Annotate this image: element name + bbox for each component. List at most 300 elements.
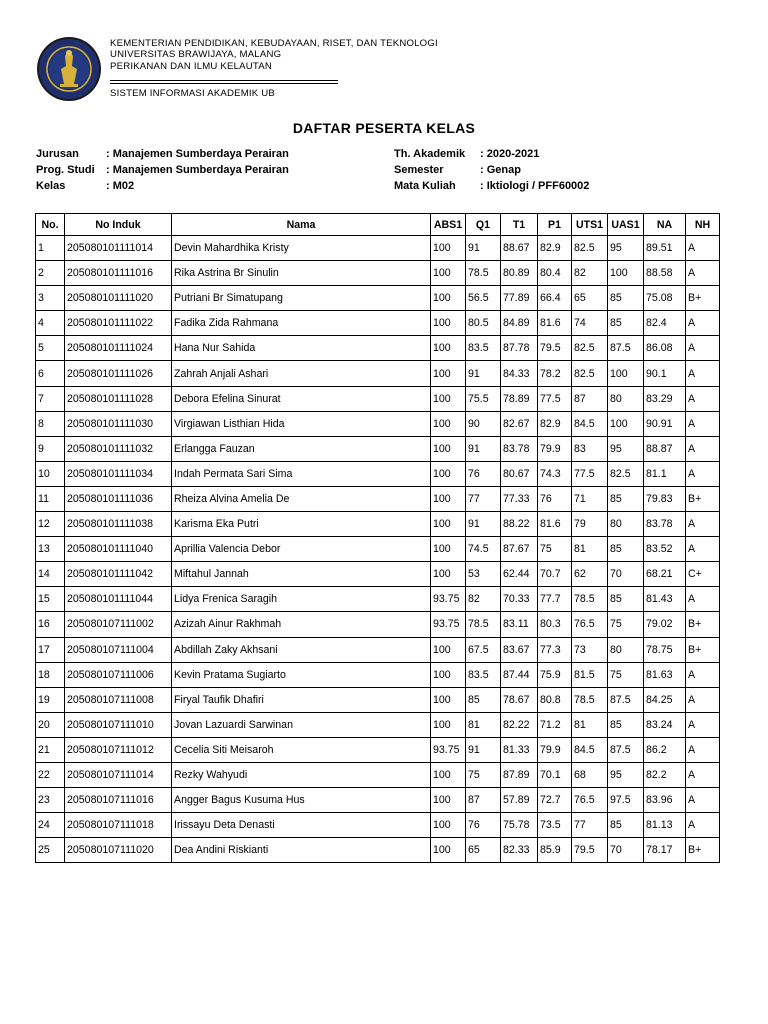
cell-nama: Miftahul Jannah	[172, 562, 431, 587]
cell-no-induk: 205080101111016	[65, 261, 172, 286]
cell-q1: 78.5	[466, 612, 501, 637]
info-label: Kelas	[36, 180, 66, 192]
cell-na: 86.08	[644, 336, 686, 361]
cell-uas1: 85	[608, 712, 644, 737]
cell-q1: 91	[466, 737, 501, 762]
cell-uts1: 84.5	[572, 737, 608, 762]
cell-no: 19	[36, 687, 65, 712]
cell-p1: 79.5	[538, 336, 572, 361]
cell-q1: 78.5	[466, 261, 501, 286]
cell-abs1: 100	[431, 336, 466, 361]
cell-uts1: 65	[572, 286, 608, 311]
cell-na: 75.08	[644, 286, 686, 311]
cell-no: 17	[36, 637, 65, 662]
cell-nh: A	[686, 788, 720, 813]
cell-nama: Erlangga Fauzan	[172, 436, 431, 461]
cell-p1: 75	[538, 537, 572, 562]
cell-abs1: 100	[431, 762, 466, 787]
cell-p1: 76	[538, 486, 572, 511]
cell-no-induk: 205080101111034	[65, 461, 172, 486]
cell-abs1: 100	[431, 261, 466, 286]
cell-uas1: 80	[608, 637, 644, 662]
cell-no: 9	[36, 436, 65, 461]
cell-no: 16	[36, 612, 65, 637]
cell-uas1: 80	[608, 386, 644, 411]
cell-nh: A	[686, 311, 720, 336]
cell-na: 90.1	[644, 361, 686, 386]
table-row	[36, 637, 720, 662]
info-value: : 2020-2021	[480, 148, 540, 160]
header-rule	[110, 80, 338, 81]
cell-p1: 70.7	[538, 562, 572, 587]
cell-nama: Rheiza Alvina Amelia De	[172, 486, 431, 511]
cell-uas1: 100	[608, 361, 644, 386]
cell-no-induk: 205080101111014	[65, 236, 172, 261]
cell-nh: B+	[686, 486, 720, 511]
cell-t1: 80.67	[501, 461, 538, 486]
cell-na: 82.2	[644, 762, 686, 787]
cell-t1: 82.22	[501, 712, 538, 737]
cell-na: 88.87	[644, 436, 686, 461]
cell-abs1: 93.75	[431, 737, 466, 762]
cell-no-induk: 205080101111038	[65, 512, 172, 537]
cell-no: 24	[36, 813, 65, 838]
class-info-left	[36, 146, 289, 194]
table-row	[36, 737, 720, 762]
document-header	[36, 36, 736, 106]
cell-no: 4	[36, 311, 65, 336]
cell-t1: 82.67	[501, 411, 538, 436]
cell-uas1: 82.5	[608, 461, 644, 486]
cell-uas1: 87.5	[608, 336, 644, 361]
info-value: : Iktiologi / PFF60002	[480, 180, 590, 192]
cell-p1: 77.7	[538, 587, 572, 612]
cell-nama: Zahrah Anjali Ashari	[172, 361, 431, 386]
cell-p1: 82.9	[538, 236, 572, 261]
info-row-academic-year	[394, 146, 589, 162]
table-row	[36, 662, 720, 687]
cell-nama: Rezky Wahyudi	[172, 762, 431, 787]
cell-t1: 87.67	[501, 537, 538, 562]
cell-nama: Fadika Zida Rahmana	[172, 311, 431, 336]
cell-na: 79.83	[644, 486, 686, 511]
info-label: Mata Kuliah	[394, 180, 456, 192]
table-body	[36, 236, 720, 863]
cell-abs1: 100	[431, 712, 466, 737]
cell-na: 78.75	[644, 637, 686, 662]
class-info-right	[394, 146, 589, 194]
cell-q1: 83.5	[466, 662, 501, 687]
cell-abs1: 100	[431, 637, 466, 662]
column-header: ABS1	[431, 214, 466, 236]
cell-uts1: 81	[572, 537, 608, 562]
info-row-course	[394, 178, 589, 194]
cell-uas1: 70	[608, 838, 644, 863]
cell-nh: A	[686, 336, 720, 361]
info-row-prog-studi	[36, 162, 289, 178]
cell-uts1: 68	[572, 762, 608, 787]
cell-uas1: 100	[608, 261, 644, 286]
cell-abs1: 100	[431, 386, 466, 411]
cell-q1: 75	[466, 762, 501, 787]
cell-nh: B+	[686, 838, 720, 863]
cell-uts1: 82	[572, 261, 608, 286]
cell-nh: A	[686, 712, 720, 737]
cell-nama: Cecelia Siti Meisaroh	[172, 737, 431, 762]
cell-t1: 87.44	[501, 662, 538, 687]
cell-no-induk: 205080101111026	[65, 361, 172, 386]
cell-nama: Firyal Taufik Dhafiri	[172, 687, 431, 712]
column-header: UTS1	[572, 214, 608, 236]
cell-na: 68.21	[644, 562, 686, 587]
cell-t1: 57.89	[501, 788, 538, 813]
cell-uts1: 84.5	[572, 411, 608, 436]
cell-na: 83.78	[644, 512, 686, 537]
cell-t1: 80.89	[501, 261, 538, 286]
cell-no-induk: 205080107111004	[65, 637, 172, 662]
cell-no-induk: 205080107111010	[65, 712, 172, 737]
cell-no: 13	[36, 537, 65, 562]
cell-no: 5	[36, 336, 65, 361]
cell-na: 84.25	[644, 687, 686, 712]
cell-no-induk: 205080101111028	[65, 386, 172, 411]
cell-p1: 85.9	[538, 838, 572, 863]
cell-nama: Hana Nur Sahida	[172, 336, 431, 361]
cell-uts1: 79	[572, 512, 608, 537]
cell-uas1: 70	[608, 562, 644, 587]
cell-no: 20	[36, 712, 65, 737]
table-row	[36, 762, 720, 787]
cell-q1: 87	[466, 788, 501, 813]
cell-na: 81.13	[644, 813, 686, 838]
participant-table	[35, 213, 720, 863]
table-row	[36, 587, 720, 612]
cell-t1: 78.67	[501, 687, 538, 712]
cell-uts1: 77	[572, 813, 608, 838]
cell-nh: A	[686, 587, 720, 612]
institution-lines	[110, 38, 438, 72]
cell-t1: 78.89	[501, 386, 538, 411]
cell-no-induk: 205080107111002	[65, 612, 172, 637]
info-value: : Manajemen Sumberdaya Perairan	[106, 148, 289, 160]
cell-nama: Virgiawan Listhian Hida	[172, 411, 431, 436]
cell-abs1: 100	[431, 813, 466, 838]
cell-t1: 84.89	[501, 311, 538, 336]
cell-uts1: 73	[572, 637, 608, 662]
cell-no-induk: 205080107111018	[65, 813, 172, 838]
cell-na: 88.58	[644, 261, 686, 286]
cell-nama: Devin Mahardhika Kristy	[172, 236, 431, 261]
cell-p1: 77.5	[538, 386, 572, 411]
cell-no: 22	[36, 762, 65, 787]
cell-q1: 67.5	[466, 637, 501, 662]
cell-na: 89.51	[644, 236, 686, 261]
cell-nh: A	[686, 261, 720, 286]
cell-na: 79.02	[644, 612, 686, 637]
column-header: T1	[501, 214, 538, 236]
cell-uas1: 85	[608, 813, 644, 838]
cell-uas1: 95	[608, 236, 644, 261]
cell-no-induk: 205080101111040	[65, 537, 172, 562]
cell-q1: 77	[466, 486, 501, 511]
table-row	[36, 236, 720, 261]
cell-uts1: 82.5	[572, 361, 608, 386]
column-header: Nama	[172, 214, 431, 236]
cell-no: 18	[36, 662, 65, 687]
cell-abs1: 100	[431, 461, 466, 486]
cell-p1: 71.2	[538, 712, 572, 737]
cell-abs1: 100	[431, 286, 466, 311]
cell-t1: 77.89	[501, 286, 538, 311]
cell-q1: 74.5	[466, 537, 501, 562]
cell-nama: Rika Astrina Br Sinulin	[172, 261, 431, 286]
cell-no-induk: 205080101111044	[65, 587, 172, 612]
cell-p1: 70.1	[538, 762, 572, 787]
info-label: Prog. Studi	[36, 164, 95, 176]
cell-uts1: 76.5	[572, 788, 608, 813]
cell-uts1: 81	[572, 712, 608, 737]
cell-uas1: 85	[608, 587, 644, 612]
cell-uts1: 87	[572, 386, 608, 411]
system-name: SISTEM INFORMASI AKADEMIK UB	[110, 88, 275, 99]
cell-uas1: 85	[608, 486, 644, 511]
cell-nh: A	[686, 411, 720, 436]
cell-p1: 80.3	[538, 612, 572, 637]
cell-nama: Karisma Eka Putri	[172, 512, 431, 537]
cell-no-induk: 205080107111016	[65, 788, 172, 813]
cell-uas1: 85	[608, 286, 644, 311]
cell-q1: 80.5	[466, 311, 501, 336]
cell-abs1: 100	[431, 537, 466, 562]
cell-p1: 74.3	[538, 461, 572, 486]
cell-q1: 91	[466, 361, 501, 386]
cell-no-induk: 205080107111006	[65, 662, 172, 687]
cell-nh: A	[686, 737, 720, 762]
cell-na: 90.91	[644, 411, 686, 436]
cell-p1: 79.9	[538, 436, 572, 461]
cell-nama: Abdillah Zaky Akhsani	[172, 637, 431, 662]
info-row-jurusan	[36, 146, 289, 162]
cell-no-induk: 205080101111032	[65, 436, 172, 461]
cell-uas1: 85	[608, 311, 644, 336]
cell-no: 21	[36, 737, 65, 762]
header-rule	[110, 83, 338, 84]
cell-no: 23	[36, 788, 65, 813]
cell-na: 81.63	[644, 662, 686, 687]
cell-p1: 78.2	[538, 361, 572, 386]
cell-no-induk: 205080101111042	[65, 562, 172, 587]
table-row	[36, 486, 720, 511]
cell-q1: 75.5	[466, 386, 501, 411]
info-row-semester	[394, 162, 589, 178]
cell-uts1: 77.5	[572, 461, 608, 486]
cell-na: 83.96	[644, 788, 686, 813]
cell-uas1: 80	[608, 512, 644, 537]
cell-nama: Azizah Ainur Rakhmah	[172, 612, 431, 637]
cell-t1: 70.33	[501, 587, 538, 612]
cell-nh: B+	[686, 637, 720, 662]
cell-abs1: 100	[431, 436, 466, 461]
cell-abs1: 100	[431, 788, 466, 813]
cell-abs1: 100	[431, 361, 466, 386]
cell-nh: A	[686, 461, 720, 486]
cell-nh: C+	[686, 562, 720, 587]
cell-uas1: 95	[608, 762, 644, 787]
cell-no: 11	[36, 486, 65, 511]
cell-na: 83.29	[644, 386, 686, 411]
cell-nama: Indah Permata Sari Sima	[172, 461, 431, 486]
cell-na: 82.4	[644, 311, 686, 336]
column-header: P1	[538, 214, 572, 236]
cell-no-induk: 205080101111030	[65, 411, 172, 436]
cell-uas1: 75	[608, 662, 644, 687]
cell-p1: 80.8	[538, 687, 572, 712]
cell-nh: A	[686, 537, 720, 562]
table-header-row	[36, 214, 720, 236]
cell-q1: 85	[466, 687, 501, 712]
cell-p1: 66.4	[538, 286, 572, 311]
cell-na: 78.17	[644, 838, 686, 863]
cell-abs1: 100	[431, 486, 466, 511]
table-row	[36, 687, 720, 712]
cell-p1: 72.7	[538, 788, 572, 813]
cell-nama: Putriani Br Simatupang	[172, 286, 431, 311]
cell-na: 81.1	[644, 461, 686, 486]
cell-no: 14	[36, 562, 65, 587]
cell-no-induk: 205080101111022	[65, 311, 172, 336]
cell-t1: 83.11	[501, 612, 538, 637]
cell-nh: A	[686, 436, 720, 461]
cell-p1: 81.6	[538, 512, 572, 537]
cell-no: 3	[36, 286, 65, 311]
cell-no: 1	[36, 236, 65, 261]
cell-p1: 82.9	[538, 411, 572, 436]
cell-t1: 77.33	[501, 486, 538, 511]
cell-abs1: 93.75	[431, 612, 466, 637]
cell-no-induk: 205080107111012	[65, 737, 172, 762]
cell-uas1: 75	[608, 612, 644, 637]
cell-uts1: 76.5	[572, 612, 608, 637]
cell-q1: 91	[466, 512, 501, 537]
cell-t1: 87.89	[501, 762, 538, 787]
cell-p1: 73.5	[538, 813, 572, 838]
cell-nama: Dea Andini Riskianti	[172, 838, 431, 863]
cell-abs1: 100	[431, 562, 466, 587]
cell-no-induk: 205080107111014	[65, 762, 172, 787]
cell-nh: A	[686, 386, 720, 411]
table-row	[36, 537, 720, 562]
cell-q1: 82	[466, 587, 501, 612]
cell-na: 83.24	[644, 712, 686, 737]
cell-uts1: 74	[572, 311, 608, 336]
column-header: NH	[686, 214, 720, 236]
cell-t1: 84.33	[501, 361, 538, 386]
cell-t1: 83.67	[501, 637, 538, 662]
cell-nh: A	[686, 813, 720, 838]
column-header: Q1	[466, 214, 501, 236]
cell-no: 12	[36, 512, 65, 537]
cell-t1: 88.67	[501, 236, 538, 261]
cell-nh: A	[686, 361, 720, 386]
column-header: UAS1	[608, 214, 644, 236]
cell-t1: 75.78	[501, 813, 538, 838]
ministry-name: KEMENTERIAN PENDIDIKAN, KEBUDAYAAN, RISET, DAN TEKNOLOGI	[110, 38, 438, 49]
info-label: Th. Akademik	[394, 148, 466, 160]
column-header: NA	[644, 214, 686, 236]
cell-uts1: 82.5	[572, 236, 608, 261]
info-label: Semester	[394, 164, 444, 176]
cell-nh: B+	[686, 612, 720, 637]
table-row	[36, 461, 720, 486]
cell-abs1: 100	[431, 411, 466, 436]
cell-uts1: 81.5	[572, 662, 608, 687]
cell-uas1: 87.5	[608, 737, 644, 762]
table-row	[36, 311, 720, 336]
info-label: Jurusan	[36, 148, 79, 160]
cell-abs1: 93.75	[431, 587, 466, 612]
cell-q1: 76	[466, 813, 501, 838]
table-row	[36, 336, 720, 361]
cell-nama: Debora Efelina Sinurat	[172, 386, 431, 411]
cell-abs1: 100	[431, 512, 466, 537]
cell-abs1: 100	[431, 311, 466, 336]
table-row	[36, 261, 720, 286]
table-row	[36, 436, 720, 461]
column-header: No Induk	[65, 214, 172, 236]
cell-p1: 80.4	[538, 261, 572, 286]
cell-uas1: 100	[608, 411, 644, 436]
university-logo-icon	[36, 36, 102, 102]
table-row	[36, 512, 720, 537]
table-row	[36, 411, 720, 436]
cell-abs1: 100	[431, 662, 466, 687]
cell-na: 83.52	[644, 537, 686, 562]
cell-uts1: 71	[572, 486, 608, 511]
cell-nh: A	[686, 687, 720, 712]
column-header: No.	[36, 214, 65, 236]
cell-q1: 56.5	[466, 286, 501, 311]
cell-nama: Irissayu Deta Denasti	[172, 813, 431, 838]
cell-t1: 88.22	[501, 512, 538, 537]
cell-no: 8	[36, 411, 65, 436]
cell-abs1: 100	[431, 236, 466, 261]
cell-nama: Kevin Pratama Sugiarto	[172, 662, 431, 687]
cell-uas1: 87.5	[608, 687, 644, 712]
table-row	[36, 286, 720, 311]
cell-nh: A	[686, 762, 720, 787]
cell-uas1: 85	[608, 537, 644, 562]
cell-no: 25	[36, 838, 65, 863]
page-title: DAFTAR PESERTA KELAS	[292, 120, 476, 136]
cell-no: 10	[36, 461, 65, 486]
cell-t1: 81.33	[501, 737, 538, 762]
cell-uas1: 97.5	[608, 788, 644, 813]
cell-p1: 77.3	[538, 637, 572, 662]
cell-q1: 81	[466, 712, 501, 737]
faculty-name: PERIKANAN DAN ILMU KELAUTAN	[110, 60, 272, 72]
info-value: : M02	[106, 180, 135, 192]
cell-no-induk: 205080101111036	[65, 486, 172, 511]
cell-p1: 81.6	[538, 311, 572, 336]
info-value: : Genap	[480, 164, 521, 176]
cell-no: 6	[36, 361, 65, 386]
cell-t1: 83.78	[501, 436, 538, 461]
cell-no-induk: 205080101111020	[65, 286, 172, 311]
cell-uts1: 83	[572, 436, 608, 461]
cell-uts1: 82.5	[572, 336, 608, 361]
cell-p1: 79.9	[538, 737, 572, 762]
cell-uts1: 78.5	[572, 587, 608, 612]
